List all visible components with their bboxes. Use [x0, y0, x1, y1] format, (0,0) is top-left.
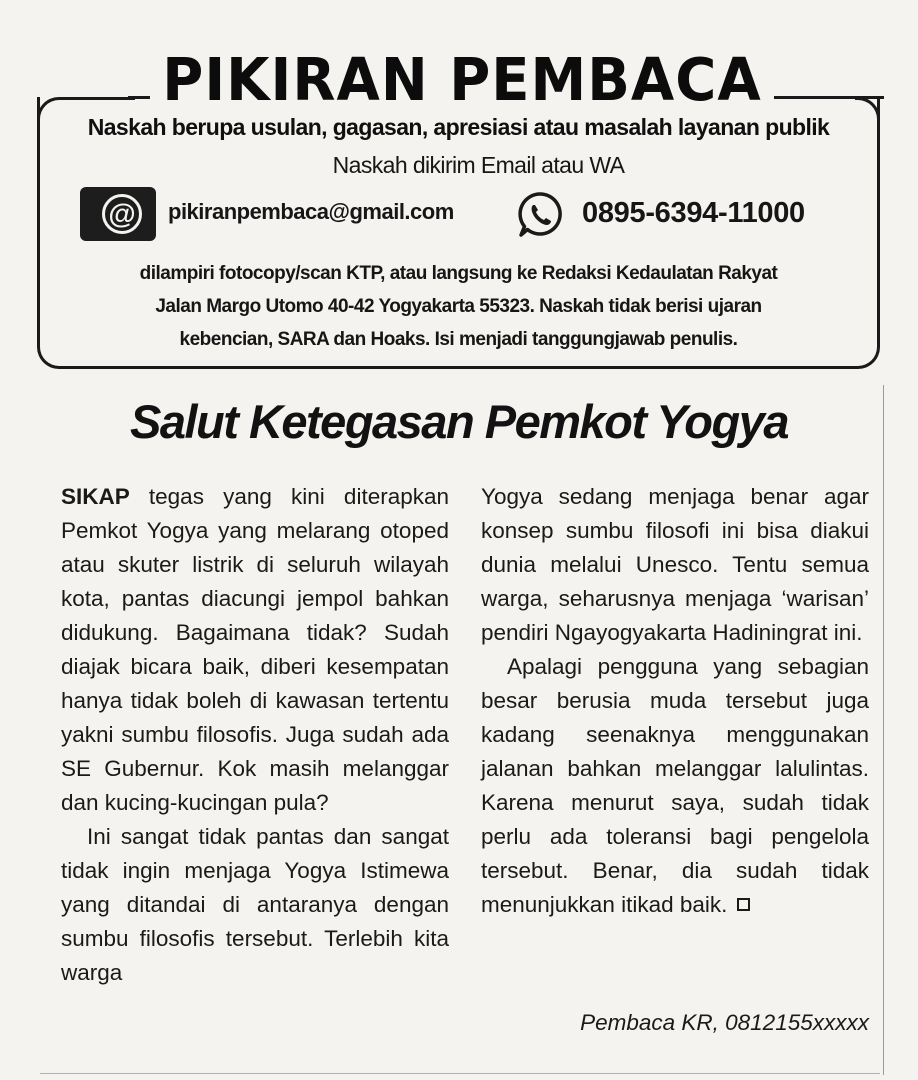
- author-signature: Pembaca KR, 0812155xxxxx: [580, 1010, 869, 1035]
- notes-line: kebencian, SARA dan Hoaks. Isi menjadi tanggungjawab penulis.: [179, 329, 738, 350]
- submission-info-box: [37, 97, 880, 369]
- lead-word: SIKAP: [61, 484, 130, 509]
- article-paragraph-2-start: Ini sangat tidak pantas dan sangat tidak ingin menjaga Yogya Istimewa yang ditandai di antaranya dengan sumbu filosofis tersebut. Terlebih kita warga: [61, 824, 449, 985]
- notes-line: dilampiri fotocopy/scan KTP, atau langsung ke Redaksi Kedaulatan Rakyat: [139, 263, 778, 284]
- article-column-left: [61, 480, 449, 990]
- tagline: Naskah berupa usulan, gagasan, apresiasi atau masalah layanan publik: [87, 114, 830, 140]
- submission-notes: [40, 257, 877, 356]
- send-instructions: Naskah dikirim Email atau WA: [332, 152, 625, 178]
- end-mark-icon: [737, 898, 750, 911]
- bottom-rule: [40, 1073, 880, 1074]
- paragraph-3-text: Apalagi pengguna yang sebagian besar berusia muda tersebut juga kadang seenaknya menggunakan jalanan bahkan melanggar lalulintas. Karena menurut saya, sudah tidak perlu ada toleransi bagi pengelola tersebut. Benar, dia sudah tidak menunjukkan itikad baik.: [481, 654, 869, 917]
- email-address[interactable]: pikiranpembaca@gmail.com: [168, 199, 454, 224]
- at-sign-icon: @: [80, 187, 156, 241]
- whatsapp-number[interactable]: 0895-6394-11000: [582, 197, 805, 229]
- whatsapp-icon: [517, 191, 565, 239]
- article-paragraph-2-end: Yogya sedang menjaga benar agar konsep sumbu filosofi ini bisa diakui dunia melalui Unesco. Tentu semua warga, seharusnya menjaga ‘warisan’ pendiri Ngayogyakarta Hadiningrat ini.: [481, 484, 869, 645]
- notes-line: Jalan Margo Utomo 40-42 Yogyakarta 55323. Naskah tidak berisi ujaran: [155, 296, 762, 317]
- column-divider: [883, 385, 884, 1075]
- article-headline: Salut Ketegasan Pemkot Yogya: [129, 395, 789, 448]
- masthead-title: PIKIRAN PEMBACA: [162, 46, 762, 115]
- article-column-right: [481, 480, 869, 922]
- article-paragraph-1: [61, 480, 449, 820]
- article-paragraph-3: [481, 650, 869, 922]
- paragraph-1-text: tegas yang kini diterapkan Pemkot Yogya yang melarang otoped atau skuter listrik di seluruh wilayah kota, pantas diacungi jempol bahkan didukung. Bagaimana tidak? Sudah diajak bicara baik, diberi kesempatan hanya tidak boleh di kawasan tertentu yakni sumbu filosofis. Juga sudah ada SE Gubernur. Kok masih melanggar dan kucing-kucingan pula?: [61, 484, 449, 815]
